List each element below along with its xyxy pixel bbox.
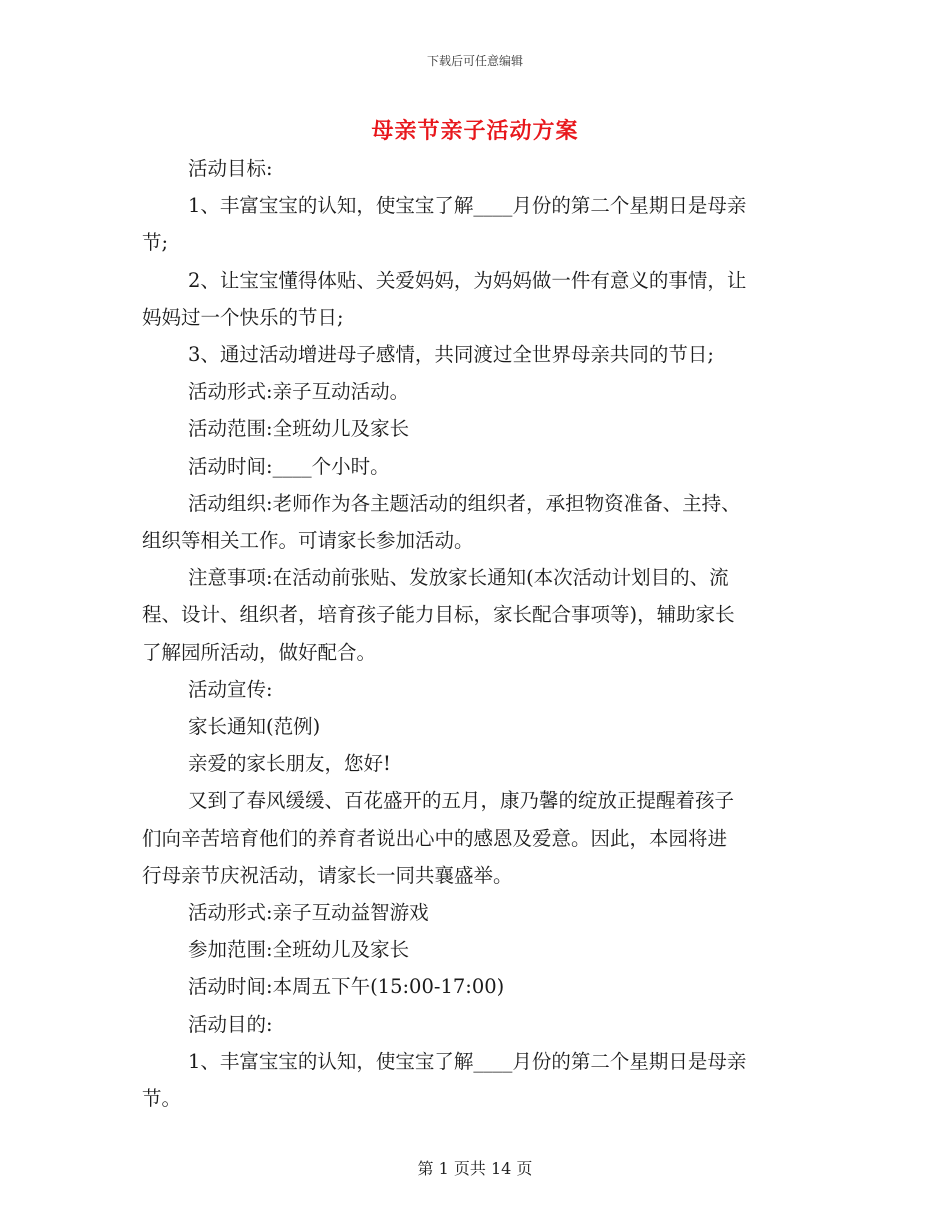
paragraph-line: 节。 <box>142 1087 182 1111</box>
paragraph-line: 了解园所活动，做好配合。 <box>142 640 377 664</box>
paragraph-line: 活动范围:全班幼儿及家长 <box>188 417 410 441</box>
paragraph <box>142 1006 810 1043</box>
paragraph-line: 活动组织:老师作为各主题活动的组织者，承担物资准备、主持、 <box>188 491 741 515</box>
paragraph <box>142 410 810 447</box>
paragraph <box>142 782 810 894</box>
paragraph-line: 行母亲节庆祝活动，请家长一同共襄盛举。 <box>142 863 513 887</box>
paragraph-line: 1、丰富宝宝的认知，使宝宝了解____月份的第二个星期日是母亲 <box>188 194 747 218</box>
paragraph-line: 活动形式:亲子互动活动。 <box>188 380 410 404</box>
paragraph-line: 活动时间:本周五下午(15:00-17:00) <box>188 975 505 999</box>
paragraph-line: 参加范围:全班幼儿及家长 <box>188 938 410 962</box>
paragraph <box>142 968 810 1005</box>
paragraph-line: 活动形式:亲子互动益智游戏 <box>188 901 429 925</box>
paragraph-line: 活动时间:____个小时。 <box>188 454 390 478</box>
paragraph-line: 活动目标: <box>188 157 273 180</box>
page-number-footer: 第 1 页共 14 页 <box>417 1159 533 1178</box>
paragraph-line: 又到了春风缓缓、百花盛开的五月，康乃馨的绽放正提醒着孩子 <box>188 789 735 813</box>
paragraph <box>142 150 810 187</box>
paragraph <box>142 671 810 708</box>
paragraph-line: 3、通过活动增进母子感情，共同渡过全世界母亲共同的节日; <box>188 343 714 367</box>
page-header-note: 下载后可任意编辑 <box>426 54 523 68</box>
paragraph-line: 家长通知(范例) <box>188 715 321 739</box>
paragraph <box>142 336 810 373</box>
paragraph-line: 妈妈过一个快乐的节日; <box>142 305 344 329</box>
paragraph <box>142 485 810 559</box>
paragraph-line: 程、设计、组织者，培育孩子能力目标，家长配合事项等)，辅助家长 <box>142 603 735 627</box>
paragraph-line: 组织等相关工作。可请家长参加活动。 <box>142 529 474 553</box>
paragraph <box>142 894 810 931</box>
paragraph-line: 亲爱的家长朋友，您好! <box>188 752 391 776</box>
paragraph <box>142 559 810 671</box>
paragraph <box>142 931 810 968</box>
paragraph-line: 节; <box>142 231 169 255</box>
paragraph <box>142 448 810 485</box>
paragraph-line: 注意事项:在活动前张贴、发放家长通知(本次活动计划目的、流 <box>188 566 729 590</box>
paragraph <box>142 745 810 782</box>
paragraph-line: 们向辛苦培育他们的养育者说出心中的感恩及爱意。因此，本园将进 <box>142 826 728 850</box>
document-title: 母亲节亲子活动方案 <box>371 118 579 144</box>
document-body <box>142 150 810 1117</box>
paragraph-line: 活动目的: <box>188 1012 273 1036</box>
paragraph <box>142 262 810 336</box>
paragraph-line: 活动宣传: <box>188 677 273 701</box>
paragraph <box>142 373 810 410</box>
paragraph <box>142 1043 810 1117</box>
paragraph <box>142 187 810 261</box>
paragraph-line: 1、丰富宝宝的认知，使宝宝了解____月份的第二个星期日是母亲 <box>188 1049 747 1073</box>
paragraph-line: 2、让宝宝懂得体贴、关爱妈妈，为妈妈做一件有意义的事情，让 <box>188 268 747 292</box>
paragraph <box>142 708 810 745</box>
